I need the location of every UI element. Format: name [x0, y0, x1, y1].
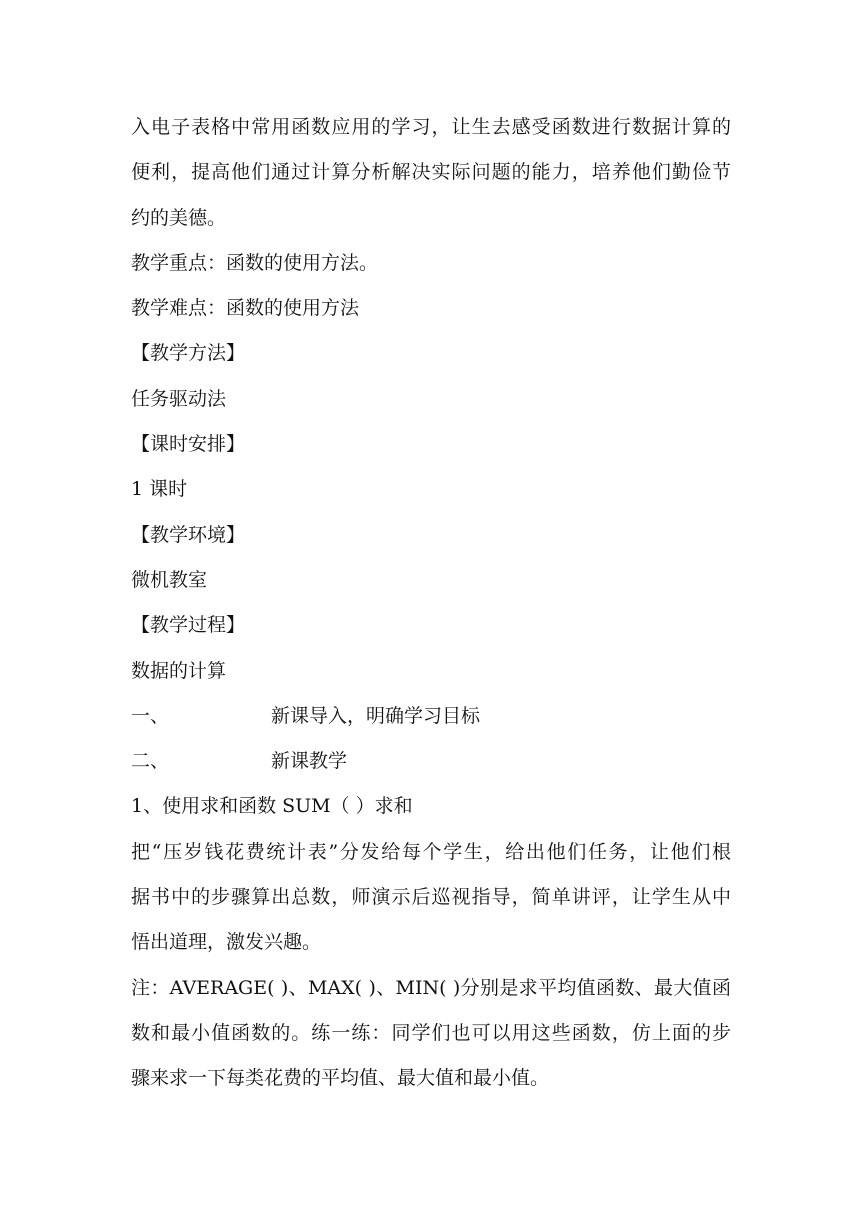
- environment-heading: 【教学环境】: [131, 523, 246, 546]
- intro-line-1: 入电子表格中常用函数应用的学习，让生去感受函数进行数据计算的: [131, 116, 731, 138]
- intro-line-3: 约的美德。: [131, 206, 227, 229]
- task-line-2: 据书中的步骤算出总数，师演示后巡视指导，简单讲评，让学生从中: [131, 886, 731, 909]
- note-line-1: 注：AVERAGE( )、MAX( )、MIN( )分别是求平均值函数、最大值函: [131, 976, 731, 999]
- difficult-point: 教学难点：函数的使用方法: [131, 297, 360, 320]
- environment-value: 微机教室: [131, 568, 208, 591]
- step-2: [131, 739, 731, 784]
- key-point: 教学重点：函数的使用方法。: [131, 251, 379, 274]
- step-1-text: 新课导入，明确学习目标: [271, 704, 481, 727]
- step-1-label: 一、: [131, 704, 170, 727]
- document-page: [131, 105, 731, 1102]
- method-value: 任务驱动法: [131, 387, 227, 410]
- task-line-1: 把“压岁钱花费统计表”分发给每个学生，给出他们任务，让他们根: [131, 840, 731, 863]
- note-line-2: 数和最小值函数的。练一练：同学们也可以用这些函数，仿上面的步: [131, 1021, 731, 1044]
- process-heading: 【教学过程】: [131, 614, 246, 637]
- method-heading: 【教学方法】: [131, 342, 246, 365]
- process-title: 数据的计算: [131, 659, 227, 682]
- step-2-text: 新课教学: [271, 750, 348, 773]
- schedule-value: 1 课时: [131, 478, 188, 501]
- note-line-3: 骤来求一下每类花费的平均值、最大值和最小值。: [131, 1067, 550, 1090]
- task-line-3: 悟出道理，激发兴趣。: [131, 931, 322, 954]
- sub-heading: 1、使用求和函数 SUM（ ）求和: [131, 795, 413, 818]
- step-1: [131, 694, 731, 739]
- intro-line-2: 便利，提高他们通过计算分析解决实际问题的能力，培养他们勤俭节: [131, 161, 731, 184]
- schedule-heading: 【课时安排】: [131, 433, 246, 456]
- step-2-label: 二、: [131, 750, 170, 773]
